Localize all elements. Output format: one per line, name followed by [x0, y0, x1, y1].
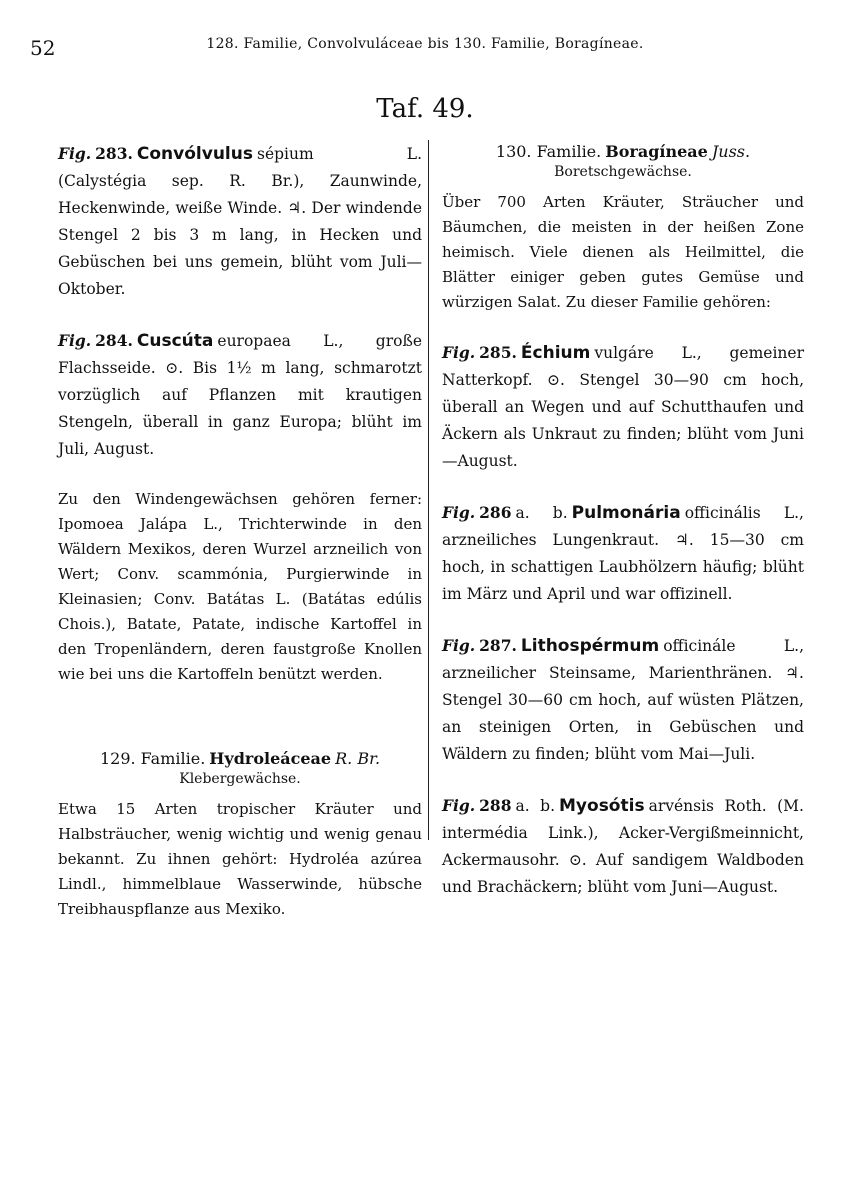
entry-text: vulgáre L., gemeiner Natterkopf. ⊙. Stengel 30—90 cm hoch, überall an Wegen und auf Schutthaufen und Äckern als Unkraut zu finden; blüht vom Juni—August.	[442, 344, 804, 470]
fig-number: 287.	[479, 636, 517, 655]
page-number: 52	[30, 36, 56, 60]
fig-suffix: a. b.	[515, 504, 568, 522]
column-divider	[428, 140, 429, 840]
family-name: Boragíneae	[605, 142, 708, 161]
fig-number: 288	[479, 796, 512, 815]
right-column	[442, 140, 804, 925]
fig-prefix: Fig.	[442, 503, 476, 522]
genus-name: Convólvulus	[136, 144, 253, 164]
fig-prefix: Fig.	[58, 144, 92, 163]
running-head: 128. Familie, Convolvuláceae bis 130. Familie, Boragíneae.	[206, 36, 644, 52]
family-number: 130. Familie.	[495, 142, 602, 161]
genus-name: Cuscúta	[136, 331, 214, 351]
family-129-heading	[58, 747, 422, 771]
fig-number: 286	[479, 503, 512, 522]
fig-prefix: Fig.	[58, 331, 92, 350]
genus-name: Pulmonária	[571, 503, 681, 523]
family-subtitle: Klebergewächse.	[179, 771, 301, 787]
family-129-text: Etwa 15 Arten tropischer Kräuter und Halbsträucher, wenig wichtig und wenig genau bekannt. Zu ihnen gehört: Hydroléa azúrea Lindl., himmelblaue Wasserwinde, hübsche Treibhauspflanze aus Mexiko.	[58, 800, 422, 918]
entry-fig-286	[442, 499, 804, 608]
left-column	[58, 140, 422, 922]
family-name: Hydroleáceae	[209, 749, 332, 768]
fig-number: 283.	[95, 144, 133, 163]
family-130-heading	[442, 140, 804, 164]
family-number: 129. Familie.	[99, 749, 206, 768]
genus-name: Myosótis	[559, 796, 645, 816]
entry-fig-287	[442, 632, 804, 768]
entry-fig-288	[442, 792, 804, 901]
note-paragraph: Zu den Windengewächsen gehören ferner: Ipomoea Jalápa L., Trichterwinde in den Wäldern Mexikos, deren Wurzel arzneilich von Wert; Conv. scammónia, Purgierwinde in Kleinasien; Conv. Batátas L. (Batátas edúlis Chois.), Batate, Patate, indische Kartoffel in den Tropenländern, deren faustgroße Knollen wie bei uns die Kartoffeln benützt werden.	[58, 490, 422, 683]
entry-fig-285	[442, 339, 804, 475]
family-130-text: Über 700 Arten Kräuter, Sträucher und Bäumchen, die meisten in der heißen Zone heimisch. Viele dienen als Heilmittel, die Blätter einiger geben gutes Gemüse und würzigen Salat. Zu dieser Familie gehören:	[442, 193, 804, 311]
fig-prefix: Fig.	[442, 796, 476, 815]
genus-name: Échium	[520, 343, 591, 363]
entry-text: officinális L., arzneiliches Lungenkraut. ♃. 15—30 cm hoch, in schattigen Laubhölzern häufig; blüht im März und April und war offizinell.	[442, 504, 804, 603]
family-author: Juss.	[711, 142, 751, 161]
fig-prefix: Fig.	[442, 343, 476, 362]
entry-text: europaea L., große Flachsseide. ⊙. Bis 1½ m lang, schmarotzt vorzüglich auf Pflanzen mit krautigen Stengeln, überall in ganz Europa; blüht im Juli, August.	[58, 332, 422, 458]
fig-number: 285.	[479, 343, 517, 362]
fig-number: 284.	[95, 331, 133, 350]
entry-text: arvénsis Roth. (M. intermédia Link.), Acker-Vergißmeinnicht, Ackermausohr. ⊙. Auf sandigem Waldboden und Brachäckern; blüht vom Juni—August.	[442, 797, 804, 896]
family-subtitle: Boretschgewächse.	[554, 164, 692, 180]
family-author: R. Br.	[335, 749, 381, 768]
entry-text: sépium L. (Calystégia sep. R. Br.), Zaunwinde, Heckenwinde, weiße Winde. ♃. Der windende Stengel 2 bis 3 m lang, in Hecken und Gebüschen bei uns gemein, blüht vom Juli—Oktober.	[58, 145, 422, 298]
plate-title: Taf. 49.	[376, 94, 474, 124]
entry-fig-284	[58, 327, 422, 463]
entry-text: officinále L., arzneilicher Steinsame, Marienthränen. ♃. Stengel 30—60 cm hoch, auf wüsten Plätzen, an steinigen Orten, in Gebüschen und Wäldern zu finden; blüht vom Mai—Juli.	[442, 637, 804, 763]
fig-prefix: Fig.	[442, 636, 476, 655]
fig-suffix: a. b.	[515, 797, 556, 815]
entry-fig-283	[58, 140, 422, 303]
genus-name: Lithospérmum	[520, 636, 660, 656]
